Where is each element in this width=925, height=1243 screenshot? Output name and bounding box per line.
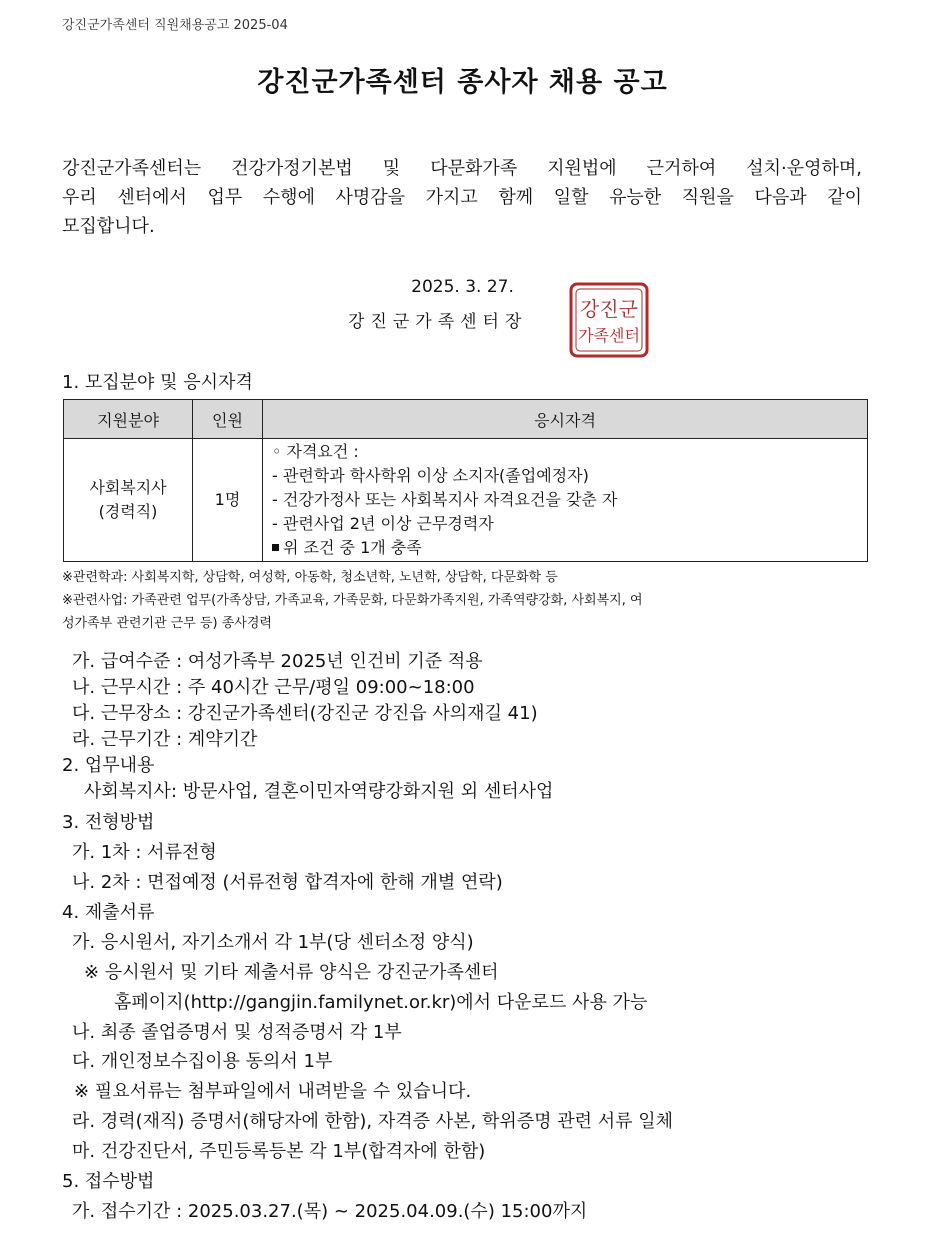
intro-paragraph <box>62 154 862 241</box>
section-heading: 3. 전형방법 <box>62 812 155 833</box>
document-item: 가. 응시원서, 자기소개서 각 1부(당 센터소정 양식) <box>72 932 474 953</box>
count-cell: 1명 <box>193 439 263 562</box>
document-item: 라. 경력(재직) 증명서(해당자에 한함), 자격증 사본, 학위증명 관련 서류 일체 <box>72 1111 673 1132</box>
duties-content: 사회복지사: 방문사업, 결혼이민자역량강화지원 외 센터사업 <box>84 781 554 802</box>
document-item: 나. 최종 졸업증명서 및 성적증명서 각 1부 <box>72 1022 402 1043</box>
selection-item: 나. 2차 : 면접예정 (서류전형 합격자에 한해 개별 연락) <box>72 872 503 893</box>
signer-name: 강진군가족센터장 <box>348 312 528 332</box>
note-line: ※관련학과: 사회복지학, 상담학, 여성학, 아동학, 청소년학, 노년학, 상담학, 다문화학 등 <box>62 570 558 585</box>
section-heading: 5. 접수방법 <box>62 1171 155 1192</box>
document-item: 마. 건강진단서, 주민등록등본 각 1부(합격자에 한함) <box>72 1141 486 1162</box>
qualification-line: - 건강가정사 또는 사회복지사 자격요건을 갖춘 자 <box>272 490 618 509</box>
section-heading: 1. 모집분야 및 응시자격 <box>62 372 253 393</box>
note-line: 성가족부 관련기관 근무 등) 종사경력 <box>62 616 272 631</box>
qualification-cell <box>263 439 868 562</box>
square-bullet-icon <box>272 544 279 551</box>
announcement-date: 2025. 3. 27. <box>411 277 514 297</box>
qualification-summary-text: 위 조건 중 1개 충족 <box>283 538 422 557</box>
intro-line: 우리 센터에서 업무 수행에 사명감을 가지고 함께 일할 유능한 직원을 다음과 같이 <box>62 187 862 208</box>
section-heading: 4. 제출서류 <box>62 902 155 923</box>
document-note: ※ 필요서류는 첨부파일에서 내려받을 수 있습니다. <box>74 1081 472 1102</box>
field-name: 사회복지사 <box>89 478 167 497</box>
field-type: (경력직) <box>98 502 158 521</box>
condition-item: 다. 근무장소 : 강진군가족센터(강진군 강진읍 사의재길 41) <box>72 703 538 724</box>
selection-item: 가. 1차 : 서류전형 <box>72 842 217 863</box>
seal-text-bottom: 가족센터 <box>578 326 640 345</box>
notes <box>62 566 872 635</box>
table-header: 인원 <box>193 400 263 439</box>
document-number: 강진군가족센터 직원채용공고 2025-04 <box>62 18 288 33</box>
table-header: 응시자격 <box>263 400 868 439</box>
page-title: 강진군가족센터 종사자 채용 공고 <box>257 67 668 98</box>
document-note: 홈페이지(http://gangjin.familynet.or.kr)에서 다운로드 사용 가능 <box>114 992 648 1013</box>
qualification-line: - 관련사업 2년 이상 근무경력자 <box>272 514 494 533</box>
note-line: ※관련사업: 가족관련 업무(가족상담, 가족교육, 가족문화, 다문화가족지원, 가족역량강화, 사회복지, 여 <box>62 593 643 608</box>
table-row <box>64 439 868 562</box>
table-header: 지원분야 <box>64 400 193 439</box>
document-note: ※ 응시원서 및 기타 제출서류 양식은 강진군가족센터 <box>84 962 499 983</box>
official-seal <box>568 281 650 359</box>
seal-text-top: 강진군 <box>580 297 638 321</box>
condition-item: 라. 근무기간 : 계약기간 <box>72 729 258 750</box>
section-heading: 2. 업무내용 <box>62 755 155 776</box>
document-item: 다. 개인정보수집이용 동의서 1부 <box>72 1051 333 1072</box>
recruitment-table <box>63 399 868 562</box>
application-item: 가. 접수기간 : 2025.03.27.(목) ~ 2025.04.09.(수) 15:00까지 <box>72 1201 588 1222</box>
qualification-line: ◦ 자격요건 : <box>272 442 359 461</box>
condition-item: 가. 급여수준 : 여성가족부 2025년 인건비 기준 적용 <box>72 651 483 672</box>
qualification-line: - 관련학과 학사학위 이상 소지자(졸업예정자) <box>272 466 589 485</box>
qualification-summary <box>264 536 866 560</box>
condition-item: 나. 근무시간 : 주 40시간 근무/평일 09:00~18:00 <box>72 677 475 698</box>
intro-line: 강진군가족센터는 건강가정기본법 및 다문화가족 지원법에 근거하여 설치·운영하며, <box>62 158 862 179</box>
intro-line: 모집합니다. <box>62 216 155 237</box>
field-cell <box>64 439 193 562</box>
